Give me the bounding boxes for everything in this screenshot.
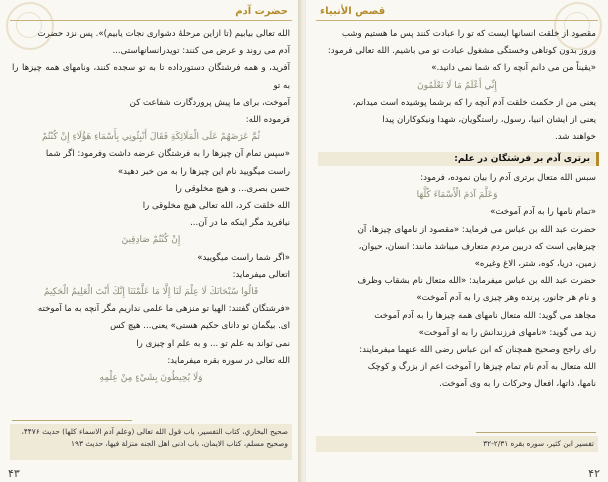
text-line: مقصود از خلقت انسانها ایست که تو را عبادت کنند پس ما هستیم وشب <box>341 29 596 39</box>
text-line: چیزهایی است که دربین مردم متعارف میباشد مانند: انسان، حیوان، <box>358 241 596 252</box>
footnote: صحیح البخاري، کتاب التفسیر، باب قول الله تعالی (وعلم آدم الاسماء کلها) حدیث ۴۴۷۶، وصحیح مسلم، کتاب الایمان، باب ادنی اهل الجنه منزلة فیها، حدیث ۱۹۳ <box>10 424 292 460</box>
text-line: حسن بصری... و هیچ مخلوقی را <box>175 183 290 194</box>
text-line: الله خلقت کرد، الله تعالی هیچ مخلوقی را <box>142 201 290 212</box>
text-line: خواهند شد. <box>555 132 596 143</box>
text-line: «فرشتگان گفتند: الهیا تو منزهی ما علمی نداریم مگر آنچه به ما آموخته <box>37 304 290 315</box>
page-number: ۴۲ <box>588 467 600 480</box>
quran-verse: إِنْ كُنْتُمْ صَادِقِينَ <box>121 235 181 246</box>
text-line: الله متعال به آدم نام تمام چیزها را آموخت اعم از بزرگ و کوچک <box>367 362 596 373</box>
text-line: نامها، ذاتها، افعال وحرکات را به وی آموخت. <box>439 379 596 390</box>
text-line: یعنی از ایشان انبیا، رسول، راستگویان، شهدا ونیکوکاران پیدا <box>382 115 596 126</box>
text-line: رای راجح وصحیح همچنان که ابن عباس رضی الله عنهما میفرمایند: <box>359 345 596 356</box>
running-header: قصص الأنبياء <box>320 6 386 17</box>
text-line: فرموده الله: <box>245 115 290 126</box>
text-line: مجاهد می گوید: الله متعال نامهای همه چیزها را به آدم آموخت <box>374 310 596 321</box>
footnote: تفسیر ابن کثیر، سوره بقره ۲/۳۱-۳۲ <box>316 436 598 452</box>
quran-verse: وَعَلَّمَ آدَمَ الْأَسْمَاءَ كُلَّهَا <box>416 190 498 201</box>
text-line: اتعالی میفرماید: <box>232 269 290 280</box>
text-line: حضرت عبد الله بن عباس میفرماید: «الله متعال نام بشقاب وظرف <box>357 276 596 287</box>
text-line: ای. بیگمان تو دانای حکیم هستی» یعنی... هیچ کس <box>110 321 290 332</box>
footnote-rule <box>12 420 132 421</box>
page-body <box>12 26 290 387</box>
text-line: نمی تواند به علم تو ... و به علم او چیزی را <box>136 338 290 349</box>
page-body <box>318 26 596 146</box>
text-line: نیافرید مگر اینکه ما در آن... <box>190 218 290 229</box>
running-header: حضرت آدم <box>235 6 288 17</box>
quran-verse: ثُمَّ عَرَضَهُمْ عَلَى الْمَلَائِكَةِ فَقَالَ أَنْبِئُونِي بِأَسْمَاءِ هَؤُلَاءِ إِنْ كُنْتُمْ <box>41 132 261 143</box>
text-line: راست میگویید نام این چیزها را به من خبر دهید» <box>117 166 290 177</box>
page-body-continued <box>318 170 596 394</box>
left-page <box>0 0 302 482</box>
header-rule <box>10 20 292 21</box>
text-line: «سپس تمام آن چیزها را به فرشتگان عرضه داشت وفرمود: اگر شما <box>45 149 290 160</box>
text-line: سبس الله متعال برتری آدم را بیان نموده، فرمود: <box>420 173 596 183</box>
quran-verse: وَلَا يُحِيطُونَ بِشَيْءٍ مِنْ عِلْمِهِ <box>99 373 203 384</box>
text-line: «یقیناً من می دانم آنچه را که شما نمی دانید.» <box>431 63 596 74</box>
quran-verse: قَالُوا سُبْحَانَكَ لَا عِلْمَ لَنَا إِلَّا مَا عَلَّمْتَنَا إِنَّكَ أَنْتَ الْعَلِيمُ الْحَكِيمُ <box>43 287 259 298</box>
right-page <box>306 0 608 482</box>
text-line: الله تعالی بیابیم (تا ازاین مرحلهٔ دشواری نجات یابیم)». پس نزد حضرت <box>37 29 290 39</box>
text-line: «اگر شما راست میگویید» <box>197 252 290 263</box>
text-line: یعنی من از حکمت خلقت آدم آنچه را که برشما پوشیده است میدانم، <box>352 97 596 108</box>
header-rule <box>316 20 598 21</box>
quran-verse: إِنِّي أَعْلَمُ مَا لَا تَعْلَمُونَ <box>417 80 497 91</box>
text-line: «تمام نامها را به آدم آموخت» <box>490 207 596 218</box>
footnote-rule <box>476 432 596 433</box>
text-line: آموخت، برای ما پیش پروردگارت شفاعت کن <box>129 97 290 108</box>
text-line: آدم می روند و عرض می کنند: تویدرانسانهاستی... <box>112 46 290 57</box>
page-number: ۴۳ <box>8 467 20 480</box>
text-line: زید می گوید: «نامهای فرزندانش را به او آموخت» <box>418 327 596 338</box>
text-line: زمین، دریا، کوه، شتر، الاغ وغیره» <box>474 259 596 270</box>
section-title: برتری آدم بر فرشتگان در علم: <box>318 152 599 166</box>
text-line: و نام هر جانور، پرنده وهر چیزی را به آدم آموخت» <box>416 293 596 304</box>
text-line: حضرت عبد الله بن عباس می فرماید: «مقصود از نامهای چیزها، آن <box>357 224 596 235</box>
text-line: وروز بدون کوتاهی وخستگی مشغول عبادت تو می باشیم. الله تعالی فرمود: <box>327 46 596 57</box>
text-line: الله تعالی در سوره بقره میفرماید: <box>167 355 290 366</box>
text-line: آفرید، و همه فرشتگان دستورداده تا به تو سجده کنند، ونامهای همه چیزها را به تو <box>12 63 290 91</box>
